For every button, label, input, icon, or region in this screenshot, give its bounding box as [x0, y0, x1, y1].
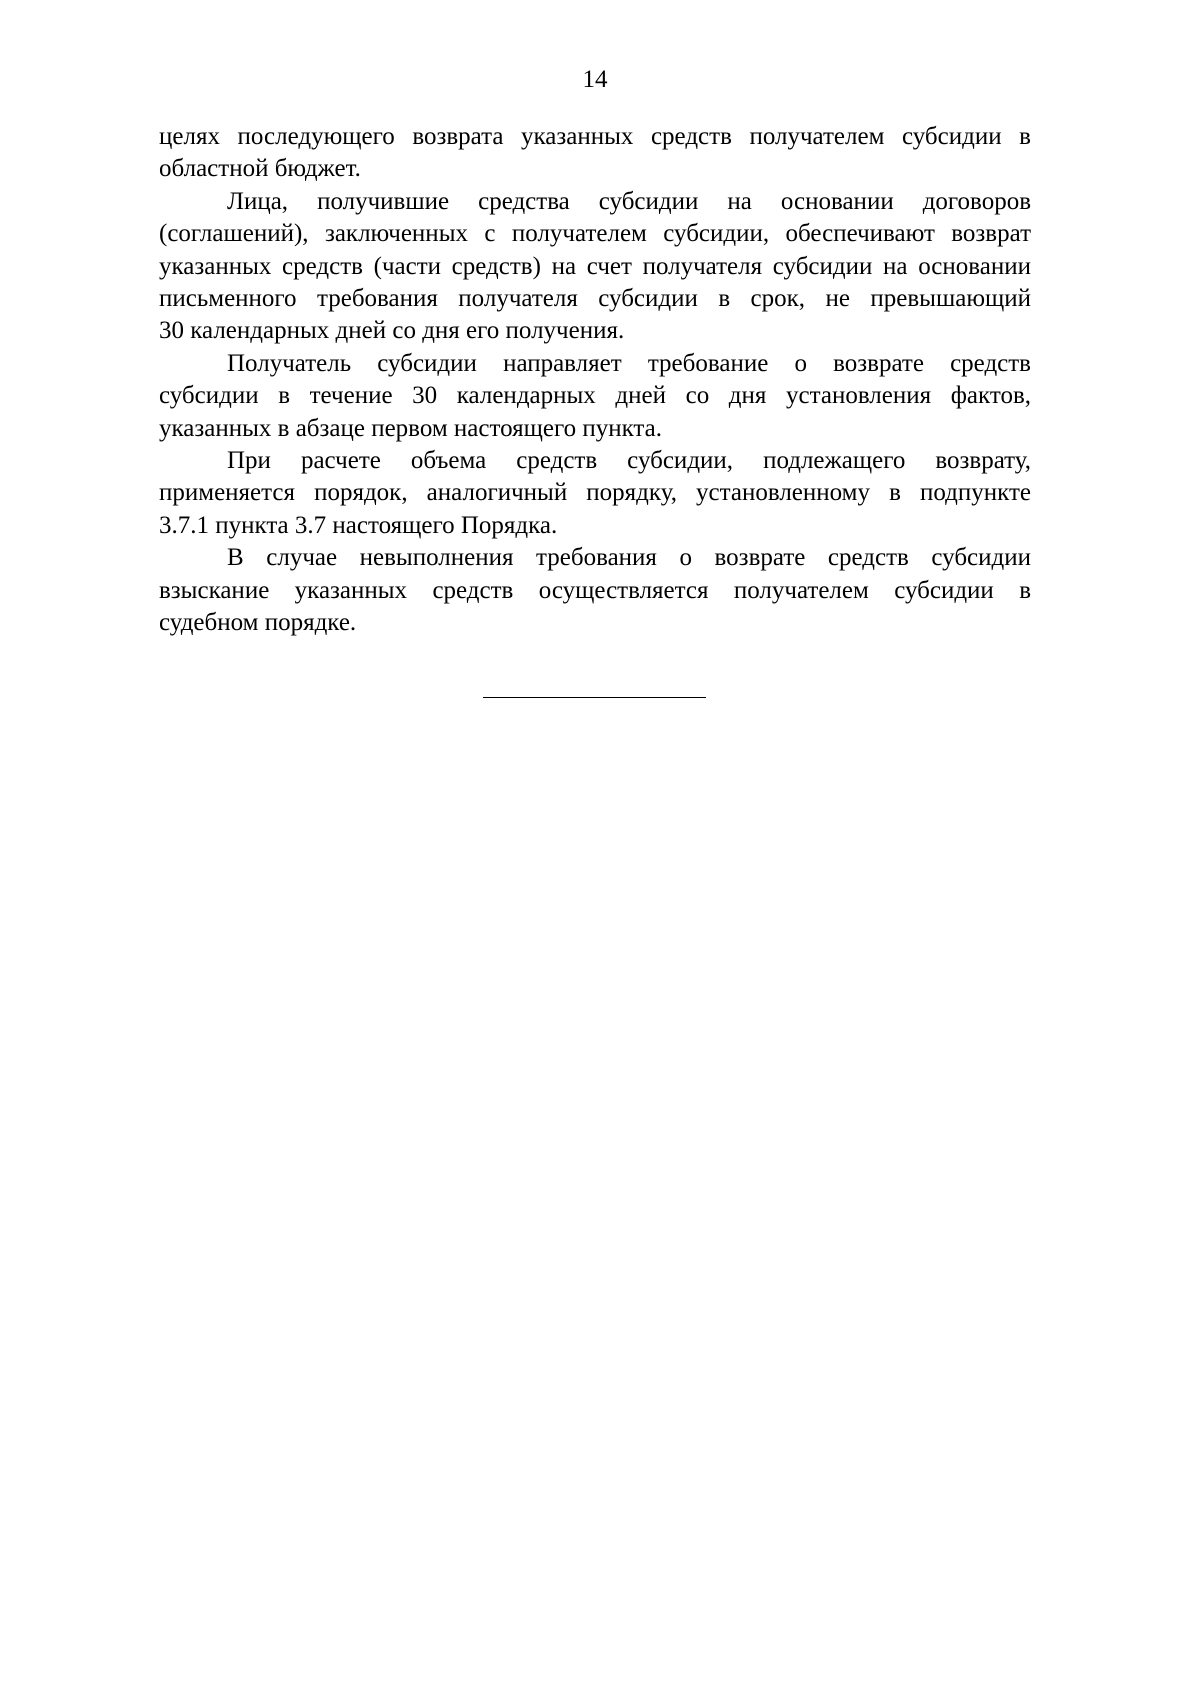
paragraph	[159, 348, 1031, 445]
text-line: взыскание указанных средств осуществляется получателем субсидии в	[159, 576, 1031, 604]
paragraph	[159, 121, 1031, 186]
text-line: (соглашений), заключенных с получателем субсидии, обеспечивают возврат	[159, 220, 1031, 248]
text-line: целях последующего возврата указанных средств получателем субсидии в	[159, 123, 1031, 150]
text-line: 30 календарных дней со дня его получения.	[159, 317, 625, 345]
text-line: указанных средств (части средств) на счет получателя субсидии на основании	[159, 252, 1031, 280]
text-line: В случае невыполнения требования о возврате средств субсидии	[227, 544, 1031, 572]
text-line: При расчете объема средств субсидии, подлежащего возврату,	[227, 447, 1031, 475]
paragraph	[159, 542, 1031, 639]
page-number: 14	[582, 66, 608, 93]
text-line: указанных в абзаце первом настоящего пункта.	[159, 414, 662, 442]
text-line: субсидии в течение 30 календарных дней со дня установления фактов,	[159, 382, 1031, 410]
document-body	[159, 121, 1031, 640]
text-line: 3.7.1 пункта 3.7 настоящего Порядка.	[159, 511, 558, 539]
paragraph	[159, 445, 1031, 542]
text-line: письменного требования получателя субсидии в срок, не превышающий	[159, 285, 1031, 313]
text-line: областной бюджет.	[159, 155, 361, 183]
text-line: применяется порядок, аналогичный порядку, установленному в подпункте	[159, 479, 1031, 507]
text-line: Получатель субсидии направляет требование о возврате средств	[227, 349, 1031, 377]
text-line: судебном порядке.	[159, 609, 357, 637]
paragraph	[159, 186, 1031, 348]
text-line: Лица, получившие средства субсидии на основании договоров	[227, 187, 1031, 215]
end-divider	[483, 697, 706, 698]
